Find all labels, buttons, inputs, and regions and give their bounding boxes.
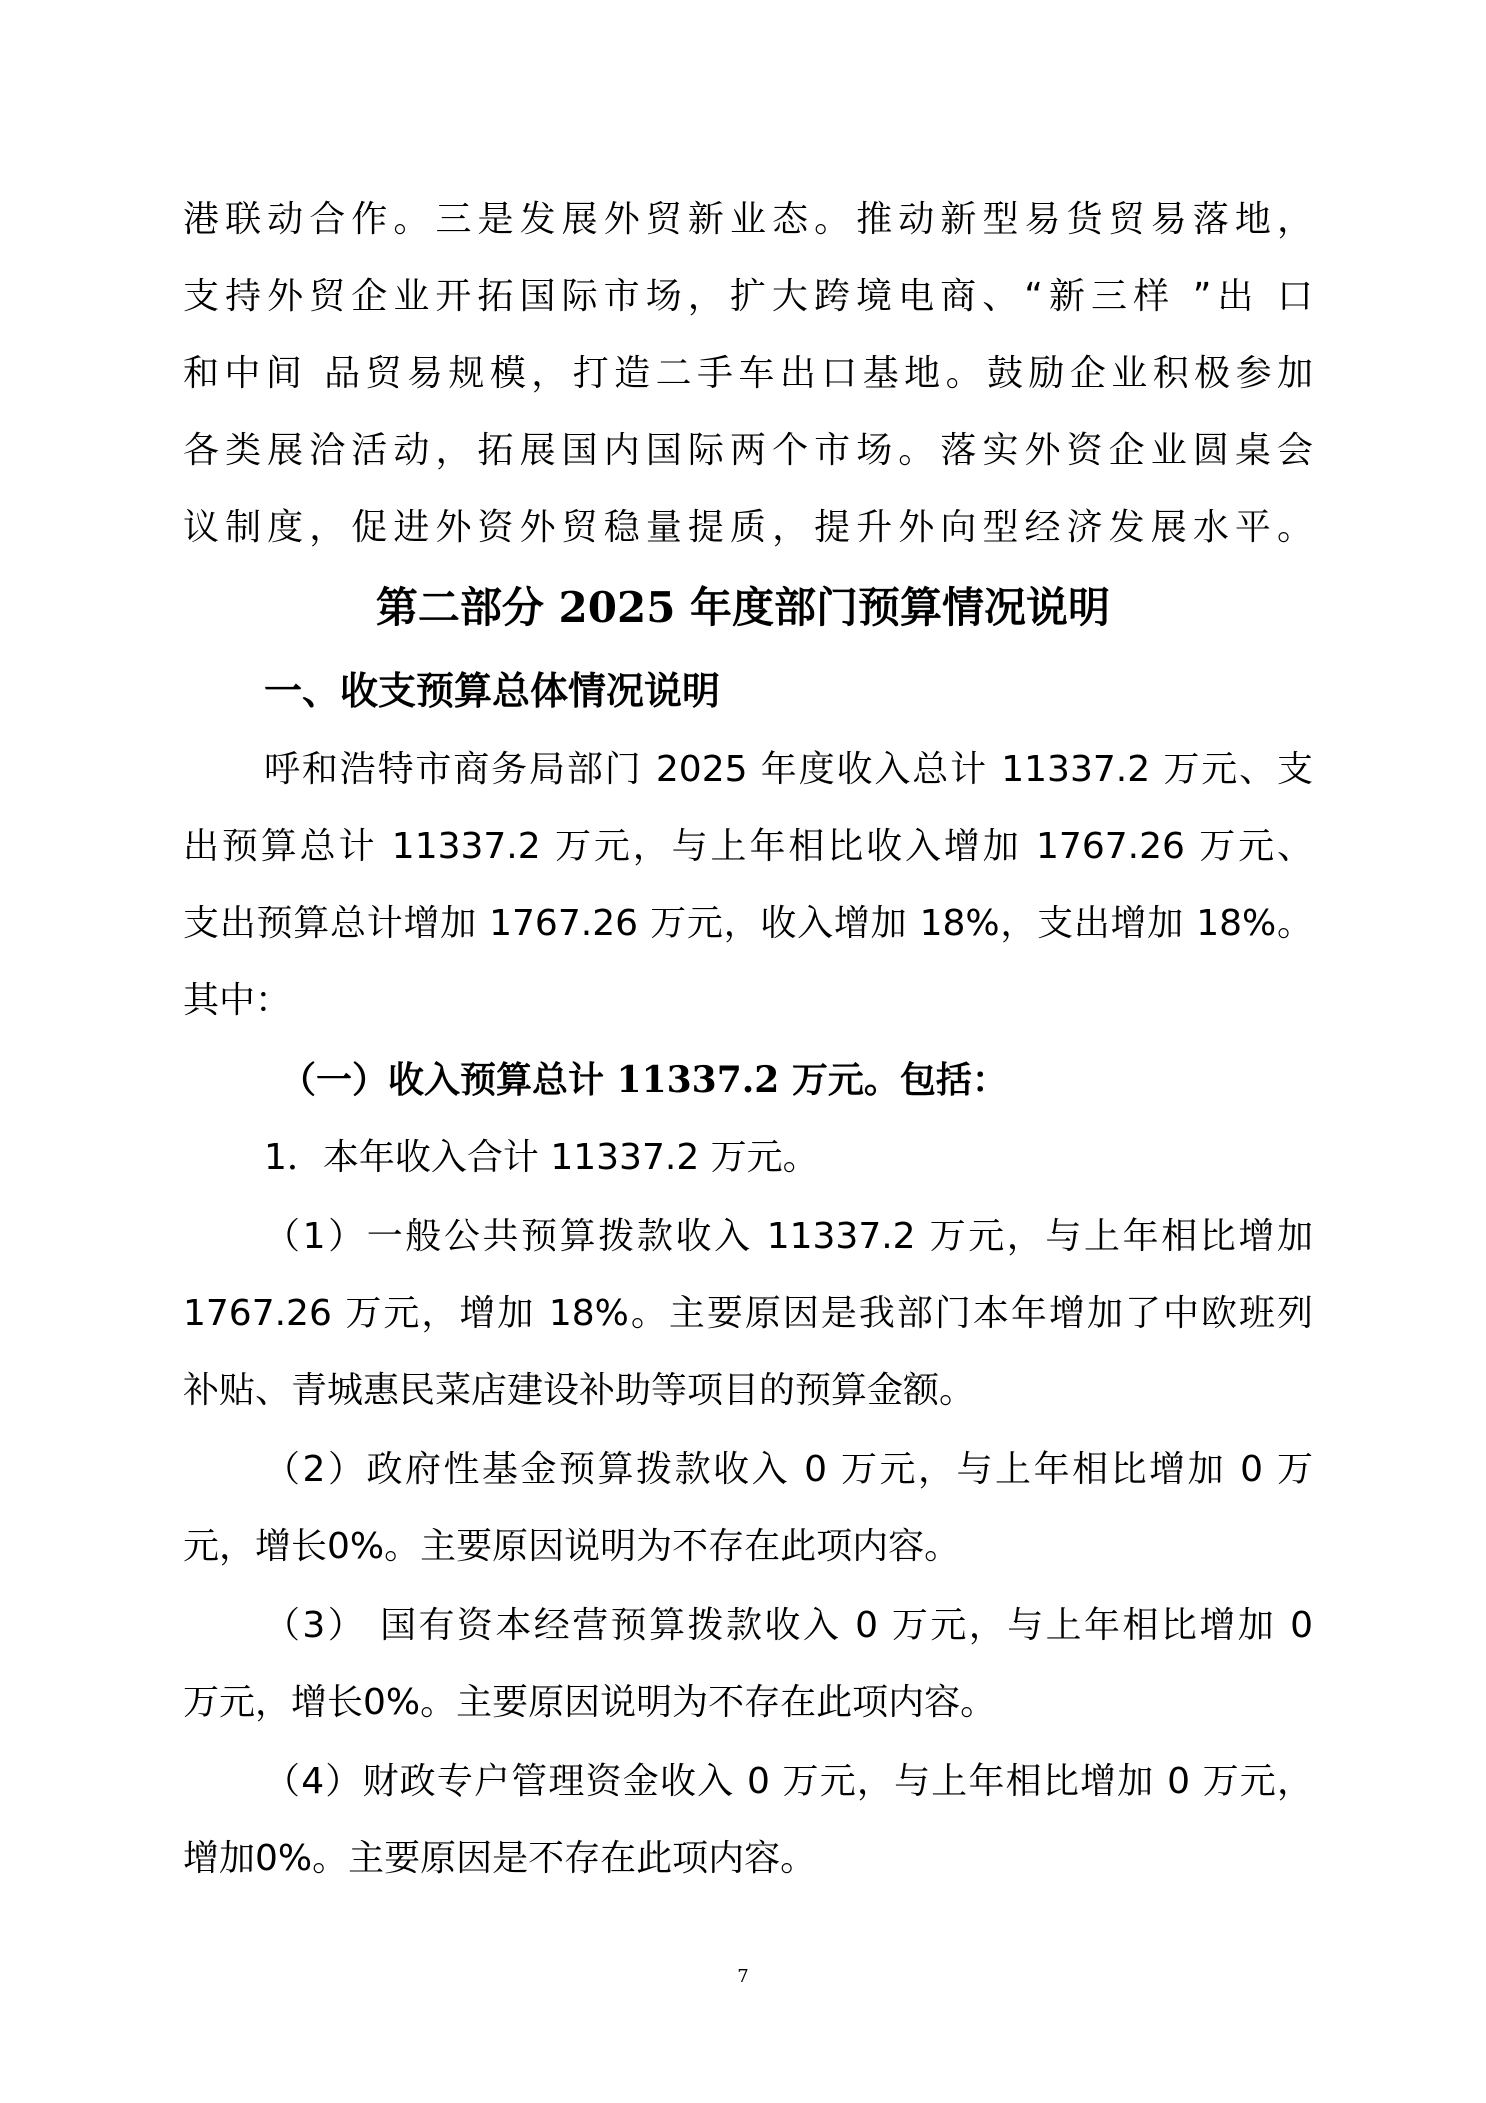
intro-line-4: 各类展洽活动，拓展国内国际两个市场。落实外资企业圆桌会	[183, 430, 1313, 471]
item-1-4-line-2: 增加0%。主要原因是不存在此项内容。	[183, 1838, 817, 1879]
item-1: 1．本年收入合计 11337.2 万元。	[264, 1137, 819, 1178]
overview-line-2: 出预算总计 11337.2 万元，与上年相比收入增加 1767.26 万元、	[183, 826, 1313, 867]
intro-line-5: 议制度，促进外资外贸稳量提质，提升外向型经济发展水平。	[183, 507, 1313, 548]
part-title: 第二部分 2025 年度部门预算情况说明	[375, 583, 1111, 632]
intro-line-2: 支持外贸企业开拓国际市场，扩大跨境电商、“新三样 ”出 口	[183, 276, 1313, 317]
subsection-title: （一）收入预算总计 11337.2 万元。包括：	[280, 1059, 1008, 1101]
intro-line-3: 和中间 品贸易规模，打造二手车出口基地。鼓励企业积极参加	[183, 353, 1313, 394]
page-number: 7	[737, 1966, 749, 1987]
item-1-2-line-1: （2）政府性基金预算拨款收入 0 万元，与上年相比增加 0 万	[264, 1449, 1313, 1490]
item-1-1-line-1: （1）一般公共预算拨款收入 11337.2 万元，与上年相比增加	[264, 1216, 1313, 1257]
item-1-1-line-2: 1767.26 万元，增加 18%。主要原因是我部门本年增加了中欧班列	[183, 1293, 1313, 1334]
section-title: 一、收支预算总体情况说明	[264, 668, 721, 713]
overview-line-3: 支出预算总计增加 1767.26 万元，收入增加 18%，支出增加 18%。	[183, 903, 1313, 944]
item-1-1-line-3: 补贴、青城惠民菜店建设补助等项目的预算金额。	[183, 1370, 976, 1411]
item-1-3-line-2: 万元，增长0%。主要原因说明为不存在此项内容。	[183, 1682, 997, 1723]
item-1-3-line-1: （3） 国有资本经营预算拨款收入 0 万元，与上年相比增加 0	[264, 1605, 1313, 1646]
item-1-2-line-2: 元，增长0%。主要原因说明为不存在此项内容。	[183, 1526, 961, 1567]
item-1-4-line-1: （4）财政专户管理资金收入 0 万元，与上年相比增加 0 万元，	[264, 1761, 1313, 1802]
intro-line-1: 港联动合作。三是发展外贸新业态。推动新型易货贸易落地，	[183, 199, 1313, 240]
overview-line-1: 呼和浩特市商务局部门 2025 年度收入总计 11337.2 万元、支	[264, 749, 1313, 790]
overview-line-4: 其中：	[183, 980, 292, 1021]
